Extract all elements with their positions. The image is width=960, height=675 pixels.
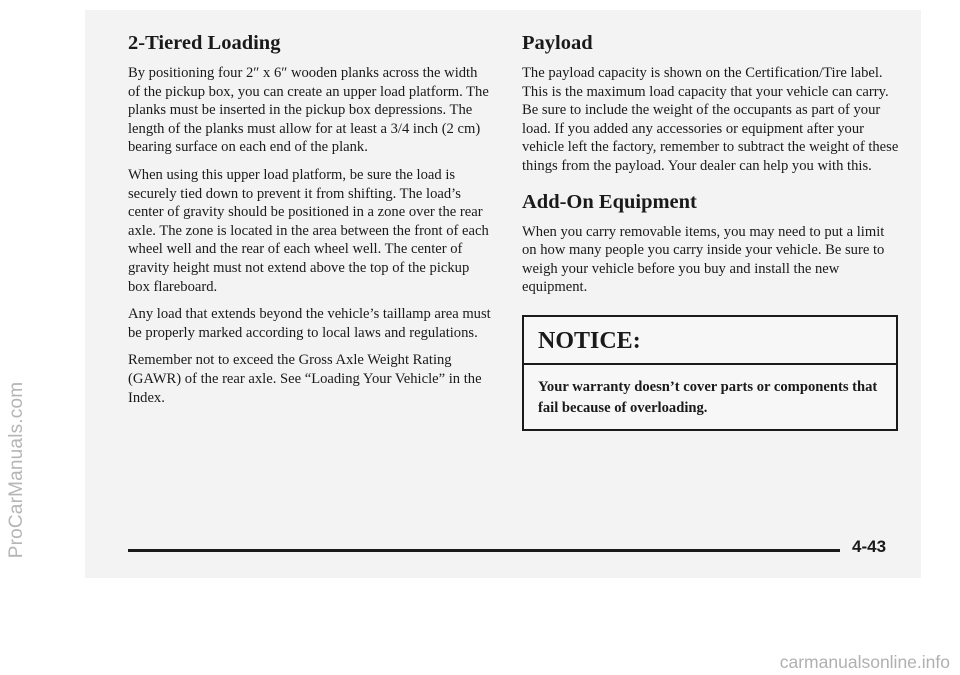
paragraph-payload: The payload capacity is shown on the Certification/Tire label. This is the maximum load capacity that your vehicle can carry. Be sure to include the weight of the occupants as part of your load. If you added any accessories or equipment after your vehicle left the factory, remember to subtract the weight of these things from the payload. Your dealer can help you with this. [522,65,899,174]
footer-rule [128,549,840,552]
section-heading-2-tiered-loading: 2-Tiered Loading [128,32,281,54]
notice-text: Your warranty doesn’t cover parts or components that fail because of overloading. [538,378,878,416]
page-number: 4-43 [852,537,887,556]
paragraph-taillamp: Any load that extends beyond the vehicle’s taillamp area must be properly marked according to local laws and regulations. [128,306,491,341]
right-column [522,30,902,431]
notice-title: NOTICE: [524,317,896,365]
paragraph-center-of-gravity: When using this upper load platform, be sure the load is securely tied down to prevent it from shifting. The load’s center of gravity should be positioned in a zone over the rear axle. The zone is located in the area between the front of each wheel well and the rear of each wheel well. The center of gravity height must not extend above the top of the pickup box flareboard. [128,166,489,295]
section-heading-payload: Payload [522,32,593,54]
side-watermark-text: ProCarManuals.com [6,381,27,559]
side-watermark [0,0,34,675]
paragraph-gawr: Remember not to exceed the Gross Axle Weight Rating (GAWR) of the rear axle. See “Loading Your Vehicle” in the Index. [128,352,482,406]
bottom-watermark: carmanualsonline.info [779,652,950,672]
notice-box [522,315,898,431]
section-heading-add-on-equipment: Add-On Equipment [522,190,697,213]
left-column [128,30,493,416]
paragraph-planks: By positioning four 2″ x 6″ wooden planks across the width of the pickup box, you can create an upper load platform. The planks must be inserted in the pickup box depressions. The length of the planks must allow for at least a 3/4 inch (2 cm) bearing surface on each end of the plank. [128,65,489,156]
paragraph-add-on-equipment: When you carry removable items, you may need to put a limit on how many people you carry inside your vehicle. Be sure to weigh your vehicle before you buy and install the new equipment. [522,223,885,296]
